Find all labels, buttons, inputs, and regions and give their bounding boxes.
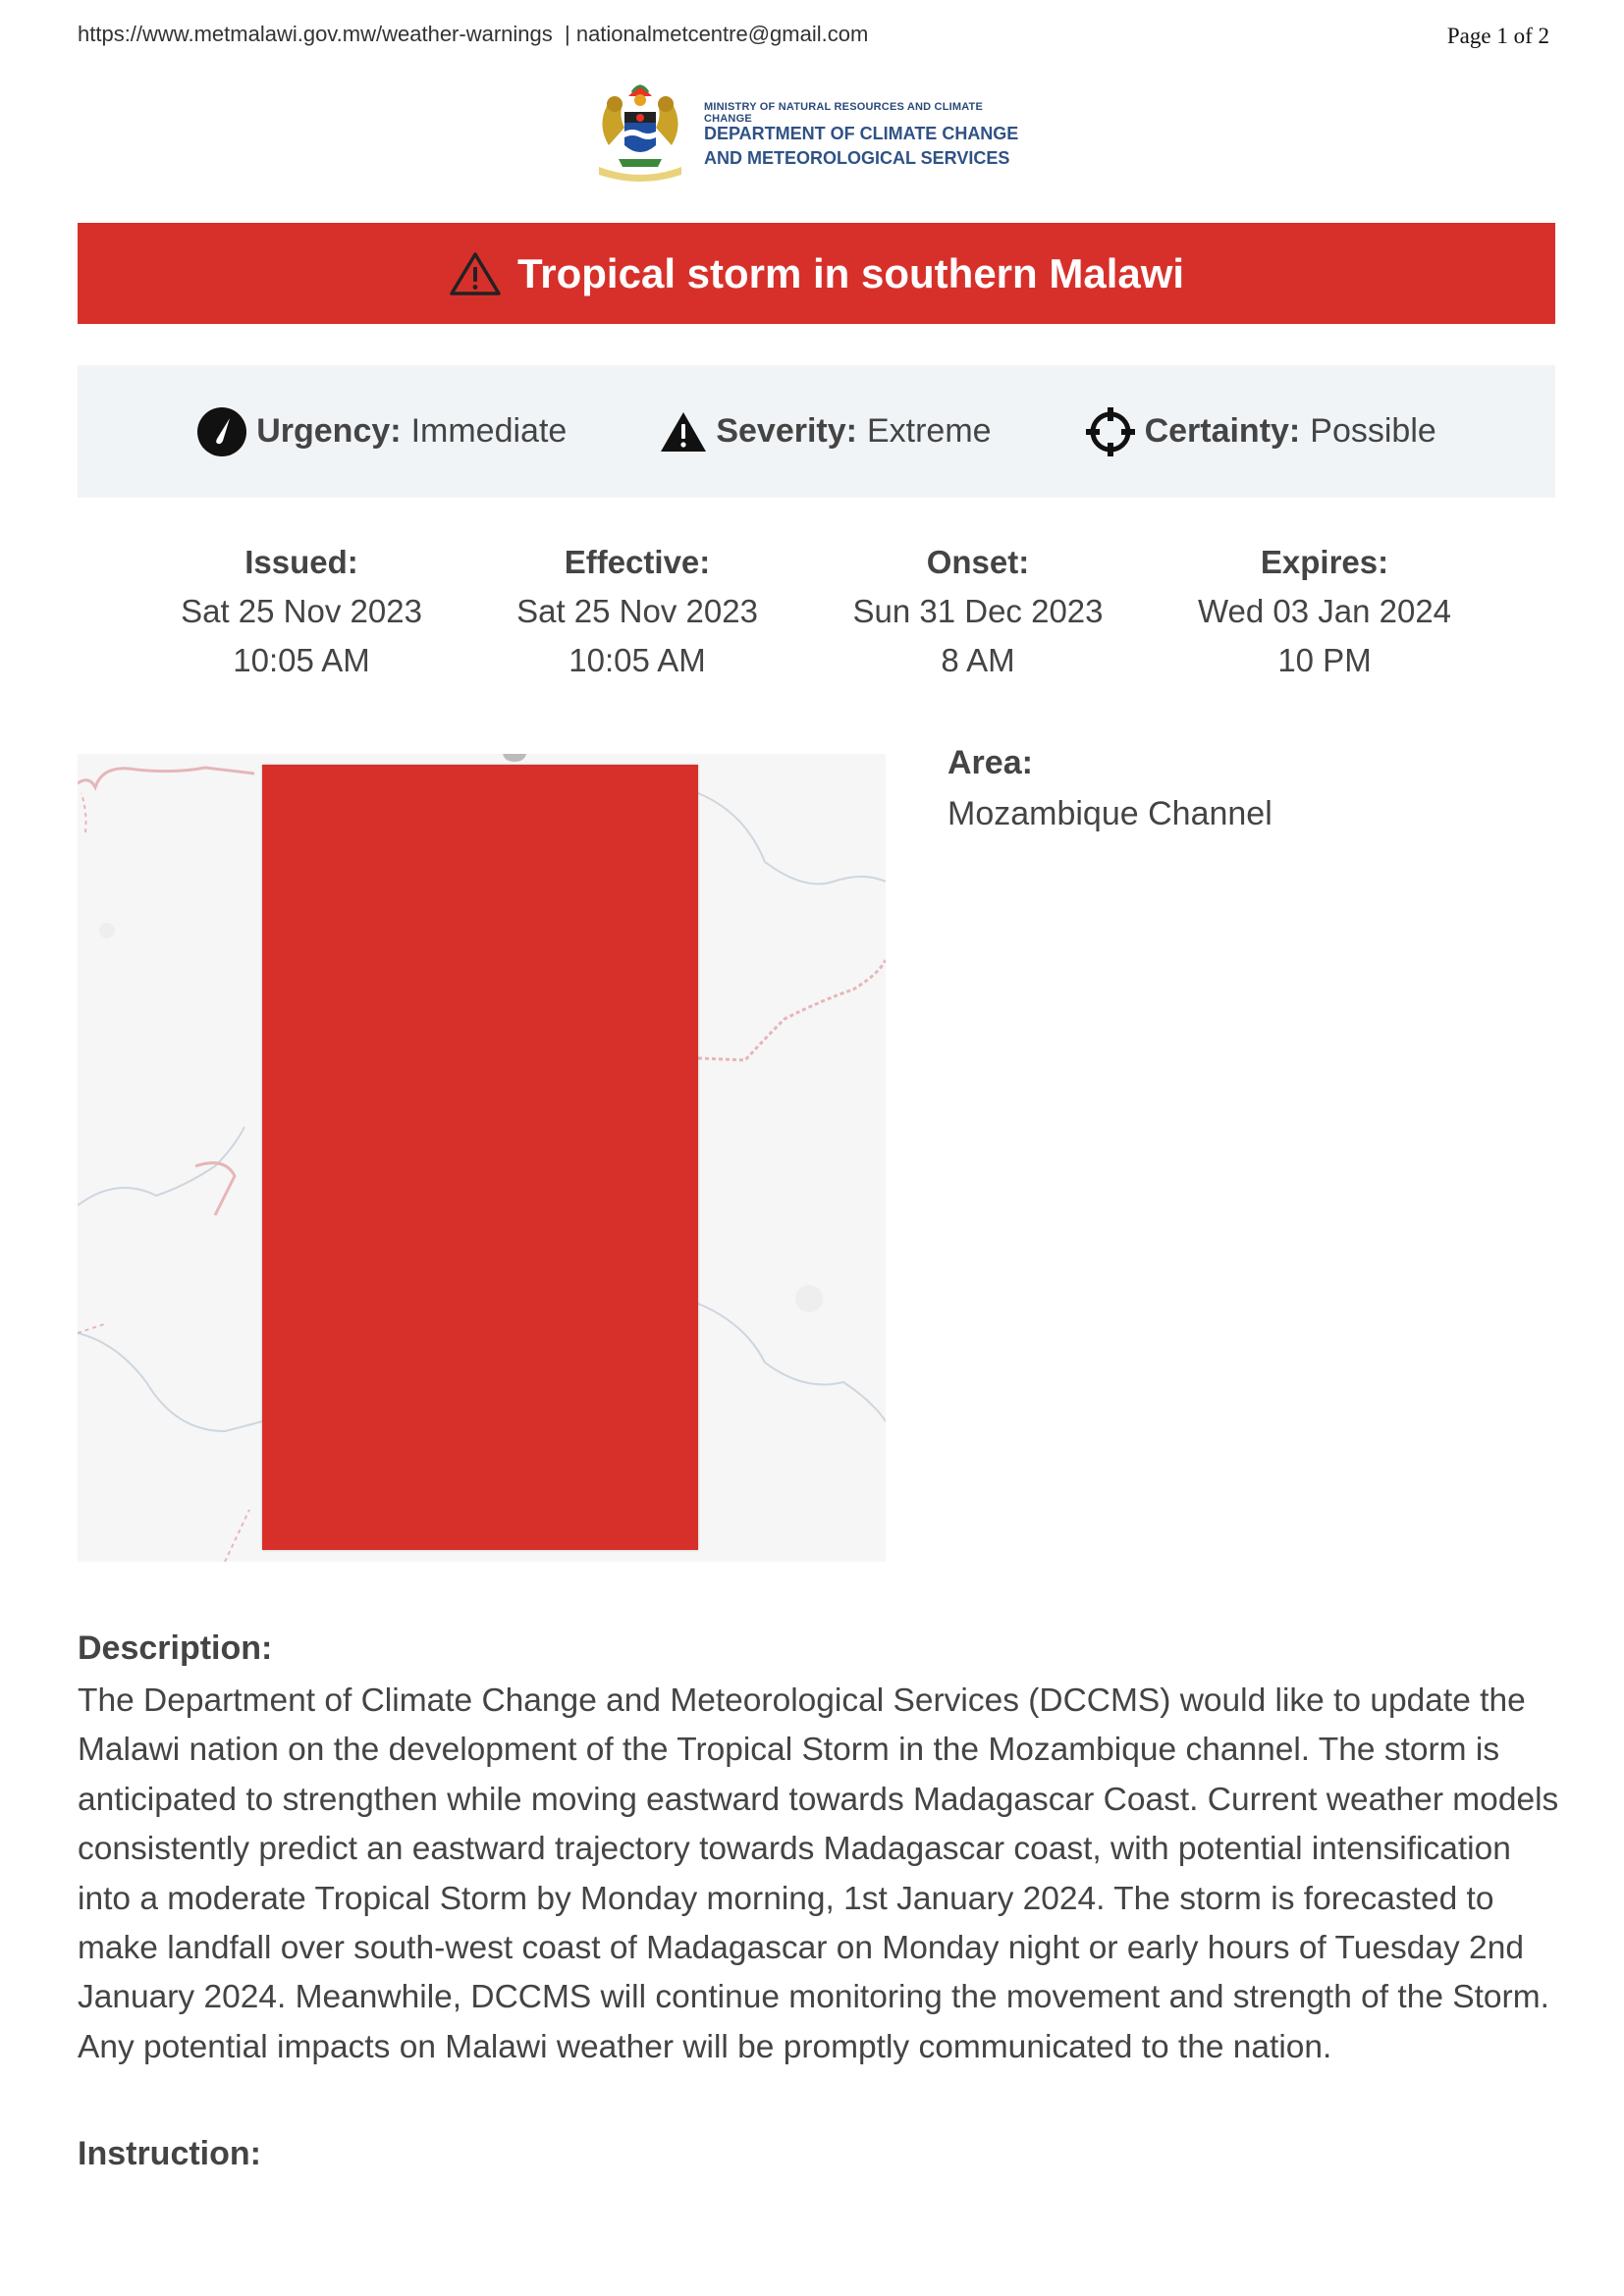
urgency-label: Urgency: <box>256 412 402 450</box>
coat-of-arms-icon <box>589 77 691 183</box>
page-number: Page 1 of 2 <box>1446 24 1549 48</box>
certainty-item <box>1085 406 1436 457</box>
description-label: Description: <box>78 1629 273 1667</box>
expires-label: Expires: <box>1260 544 1389 580</box>
certainty-label: Certainty: <box>1144 412 1301 450</box>
warning-triangle-icon <box>449 250 502 297</box>
issued-date: Sat 25 Nov 2023 <box>181 593 422 629</box>
urgency-item <box>196 406 567 457</box>
description-text: The Department of Climate Change and Meteorological Services (DCCMS) would like to update the Malawi nation on the development of the Tropical Storm in the Mozambique channel. The storm is anticipated to strengthen while moving eastward towards Madagascar Coast. Current weather models consistently predict an eastward trajectory towards Madagascar coast, with potential intensification into a moderate Tropical Storm by Monday morning, 1st January 2024. The storm is forecasted to make landfall over south-west coast of Madagascar on Monday night or early hours of Tuesday 2nd January 2024. Meanwhile, DCCMS will continue monitoring the movement and strength of the Storm. Any potential impacts on Malawi weather will be promptly communicated to the nation. <box>78 1682 1559 2065</box>
instruction-label: Instruction: <box>78 2135 261 2172</box>
certainty-value: Possible <box>1310 412 1436 450</box>
issued-label: Issued: <box>244 544 358 580</box>
page-header-source: https://www.metmalawi.gov.mw/weather-warnings | nationalmetcentre@gmail.com <box>78 22 869 46</box>
gauge-icon <box>196 406 247 457</box>
department-name-line1: DEPARTMENT OF CLIMATE CHANGE <box>704 124 1019 143</box>
area-value: Mozambique Channel <box>947 795 1272 832</box>
effective-time: 10:05 AM <box>568 642 706 678</box>
area-label: Area: <box>947 744 1033 781</box>
severity-label: Severity: <box>716 412 857 450</box>
area-map <box>78 754 886 1562</box>
expires-date: Wed 03 Jan 2024 <box>1197 593 1452 629</box>
onset-label: Onset: <box>926 544 1030 580</box>
effective-label: Effective: <box>564 544 711 580</box>
onset-block <box>801 538 1155 685</box>
issued-time: 10:05 AM <box>233 642 370 678</box>
department-logo <box>589 77 1031 185</box>
exclamation-triangle-icon <box>660 410 707 454</box>
warning-area-polygon[interactable] <box>262 765 698 1550</box>
onset-date: Sun 31 Dec 2023 <box>852 593 1104 629</box>
expires-time: 10 PM <box>1277 642 1372 678</box>
crosshair-icon <box>1085 406 1136 457</box>
issued-block <box>125 538 478 685</box>
effective-date: Sat 25 Nov 2023 <box>516 593 758 629</box>
alert-title: Tropical storm in southern Malawi <box>516 249 1185 296</box>
effective-block <box>460 538 814 685</box>
urgency-value: Immediate <box>410 412 568 450</box>
alert-title-banner <box>78 223 1555 324</box>
alert-meta-box <box>78 365 1555 498</box>
department-name-line2: AND METEOROLOGICAL SERVICES <box>704 148 1010 168</box>
department-name <box>704 122 1018 171</box>
onset-time: 8 AM <box>941 642 1015 678</box>
source-url[interactable]: https://www.metmalawi.gov.mw/weather-warnings <box>78 22 553 46</box>
severity-value: Extreme <box>866 412 992 450</box>
contact-email[interactable]: nationalmetcentre@gmail.com <box>575 22 869 46</box>
expires-block <box>1148 538 1501 685</box>
ministry-name: MINISTRY OF NATURAL RESOURCES AND CLIMATE CHANGE <box>704 101 984 125</box>
severity-item <box>660 410 991 454</box>
